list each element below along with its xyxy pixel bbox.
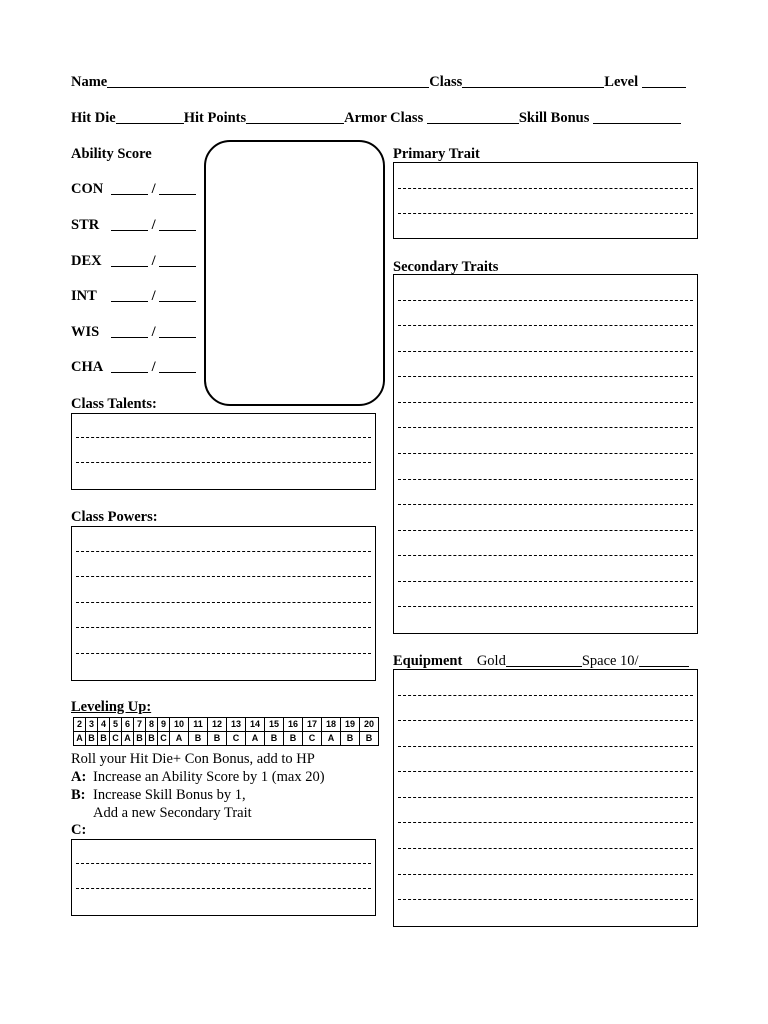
level-code-row <box>74 732 379 746</box>
write-line <box>398 822 693 823</box>
write-line <box>398 848 693 849</box>
level-number-cell: 9 <box>158 718 170 732</box>
hit-points-field[interactable] <box>246 110 344 124</box>
level-code-cell: A <box>322 732 341 746</box>
level-code-cell: B <box>284 732 303 746</box>
level-code-cell: B <box>208 732 227 746</box>
level-code-cell: B <box>341 732 360 746</box>
ability-mod-field[interactable] <box>159 324 196 338</box>
write-line <box>76 888 371 889</box>
ability-score-field[interactable] <box>111 217 148 231</box>
level-number-cell: 8 <box>146 718 158 732</box>
hit-points-label: Hit Points <box>183 110 247 126</box>
level-code-cell: B <box>98 732 110 746</box>
write-line <box>398 874 693 875</box>
equipment-title: Equipment <box>393 653 463 669</box>
level-number-cell: 2 <box>74 718 86 732</box>
write-line <box>398 771 693 772</box>
class-talents-box[interactable] <box>71 413 376 490</box>
level-number-cell: 19 <box>341 718 360 732</box>
primary-trait-title: Primary Trait <box>393 146 480 162</box>
skill-bonus-label: Skill Bonus <box>518 110 590 126</box>
write-line <box>398 606 693 607</box>
level-number-cell: 3 <box>86 718 98 732</box>
write-line <box>398 504 693 505</box>
ability-score-field[interactable] <box>111 288 148 302</box>
option-b <box>71 787 246 804</box>
armor-class-field[interactable] <box>427 110 519 124</box>
level-code-cell: C <box>227 732 246 746</box>
level-code-cell: C <box>158 732 170 746</box>
ability-mod-field[interactable] <box>159 181 196 195</box>
ability-row-str <box>71 217 196 234</box>
secondary-traits-title: Secondary Traits <box>393 259 499 275</box>
write-line <box>398 695 693 696</box>
write-line <box>76 551 371 552</box>
class-field[interactable] <box>462 74 604 88</box>
ability-label: CON <box>71 181 104 197</box>
level-number-cell: 18 <box>322 718 341 732</box>
write-line <box>398 376 693 377</box>
ability-score-title: Ability Score <box>71 146 152 162</box>
level-number-cell: 4 <box>98 718 110 732</box>
space-label: Space 10/ <box>581 653 639 669</box>
level-number-row <box>74 718 379 732</box>
option-b-text: Increase Skill Bonus by 1, <box>93 787 246 803</box>
level-code-cell: B <box>86 732 98 746</box>
separator: / <box>151 181 156 197</box>
level-code-cell: B <box>134 732 146 746</box>
ability-row-int <box>71 288 196 305</box>
level-number-cell: 11 <box>189 718 208 732</box>
write-line <box>398 453 693 454</box>
write-line <box>398 720 693 721</box>
write-line <box>398 188 693 189</box>
separator: / <box>151 359 156 375</box>
write-line <box>76 437 371 438</box>
ability-row-con <box>71 181 196 198</box>
write-line <box>398 479 693 480</box>
option-b-text-2: Add a new Secondary Trait <box>93 805 252 821</box>
level-number-cell: 13 <box>227 718 246 732</box>
write-line <box>398 530 693 531</box>
hit-die-field[interactable] <box>116 110 184 124</box>
gold-field[interactable] <box>506 653 582 667</box>
header-row-2 <box>71 110 681 127</box>
header-row-1 <box>71 74 686 91</box>
write-line <box>398 555 693 556</box>
skill-bonus-field[interactable] <box>593 110 681 124</box>
portrait-box[interactable] <box>204 140 385 406</box>
leveling-table <box>73 717 379 746</box>
level-code-cell: A <box>122 732 134 746</box>
ability-label: STR <box>71 217 100 233</box>
ability-label: INT <box>71 288 97 304</box>
level-code-cell: B <box>146 732 158 746</box>
write-line <box>76 627 371 628</box>
level-number-cell: 16 <box>284 718 303 732</box>
hit-die-label: Hit Die <box>71 110 116 126</box>
write-line <box>76 462 371 463</box>
class-powers-title: Class Powers: <box>71 509 158 525</box>
secondary-traits-box[interactable] <box>393 274 698 634</box>
ability-mod-field[interactable] <box>159 217 196 231</box>
level-number-cell: 6 <box>122 718 134 732</box>
level-code-cell: B <box>189 732 208 746</box>
leveling-up-title: Leveling Up: <box>71 699 152 715</box>
separator: / <box>151 217 156 233</box>
write-line <box>398 427 693 428</box>
level-number-cell: 17 <box>303 718 322 732</box>
ability-label: WIS <box>71 324 100 340</box>
write-line <box>398 402 693 403</box>
level-code-cell: A <box>170 732 189 746</box>
roll-text: Roll your Hit Die+ Con Bonus, add to HP <box>71 751 315 767</box>
write-line <box>76 602 371 603</box>
level-code-cell: C <box>303 732 322 746</box>
level-number-cell: 7 <box>134 718 146 732</box>
write-line <box>398 300 693 301</box>
class-label: Class <box>429 74 463 90</box>
ability-mod-field[interactable] <box>159 253 196 267</box>
level-field[interactable] <box>642 74 686 88</box>
option-a <box>71 769 325 786</box>
ability-row-dex <box>71 253 196 270</box>
write-line <box>398 351 693 352</box>
level-number-cell: 20 <box>360 718 379 732</box>
write-line <box>398 325 693 326</box>
class-talents-title: Class Talents: <box>71 396 157 412</box>
level-label: Level <box>604 74 639 90</box>
ability-label: CHA <box>71 359 104 375</box>
class-powers-box[interactable] <box>71 526 376 681</box>
ability-label: DEX <box>71 253 102 269</box>
write-line <box>398 746 693 747</box>
ability-score-field[interactable] <box>111 181 148 195</box>
write-line <box>76 576 371 577</box>
level-code-cell: C <box>110 732 122 746</box>
write-line <box>398 899 693 900</box>
level-code-cell: A <box>246 732 265 746</box>
option-b-label: B: <box>71 787 86 803</box>
write-line <box>398 213 693 214</box>
level-code-cell: B <box>265 732 284 746</box>
primary-trait-box[interactable] <box>393 162 698 239</box>
level-number-cell: 5 <box>110 718 122 732</box>
level-number-cell: 10 <box>170 718 189 732</box>
level-code-cell: B <box>360 732 379 746</box>
ability-mod-field[interactable] <box>159 288 196 302</box>
separator: / <box>151 253 156 269</box>
ability-score-field[interactable] <box>111 253 148 267</box>
level-number-cell: 15 <box>265 718 284 732</box>
option-a-text: Increase an Ability Score by 1 (max 20) <box>93 769 325 785</box>
armor-class-label: Armor Class <box>344 110 424 126</box>
ability-score-field[interactable] <box>111 359 148 373</box>
level-number-cell: 12 <box>208 718 227 732</box>
equipment-header <box>393 653 689 670</box>
ability-row-cha <box>71 359 196 376</box>
write-line <box>398 797 693 798</box>
space-field[interactable] <box>639 653 689 667</box>
write-line <box>76 653 371 654</box>
level-number-cell: 14 <box>246 718 265 732</box>
option-c-label: C: <box>71 822 87 838</box>
name-field[interactable] <box>107 74 429 88</box>
ability-row-wis <box>71 324 196 341</box>
level-code-cell: A <box>74 732 86 746</box>
name-label: Name <box>71 74 108 90</box>
separator: / <box>151 324 156 340</box>
gold-label: Gold <box>476 653 506 669</box>
separator: / <box>151 288 156 304</box>
write-line <box>398 581 693 582</box>
write-line <box>76 863 371 864</box>
option-a-label: A: <box>71 769 87 785</box>
ability-mod-field[interactable] <box>159 359 196 373</box>
ability-score-field[interactable] <box>111 324 148 338</box>
equipment-box[interactable] <box>393 669 698 927</box>
option-c-box[interactable] <box>71 839 376 916</box>
